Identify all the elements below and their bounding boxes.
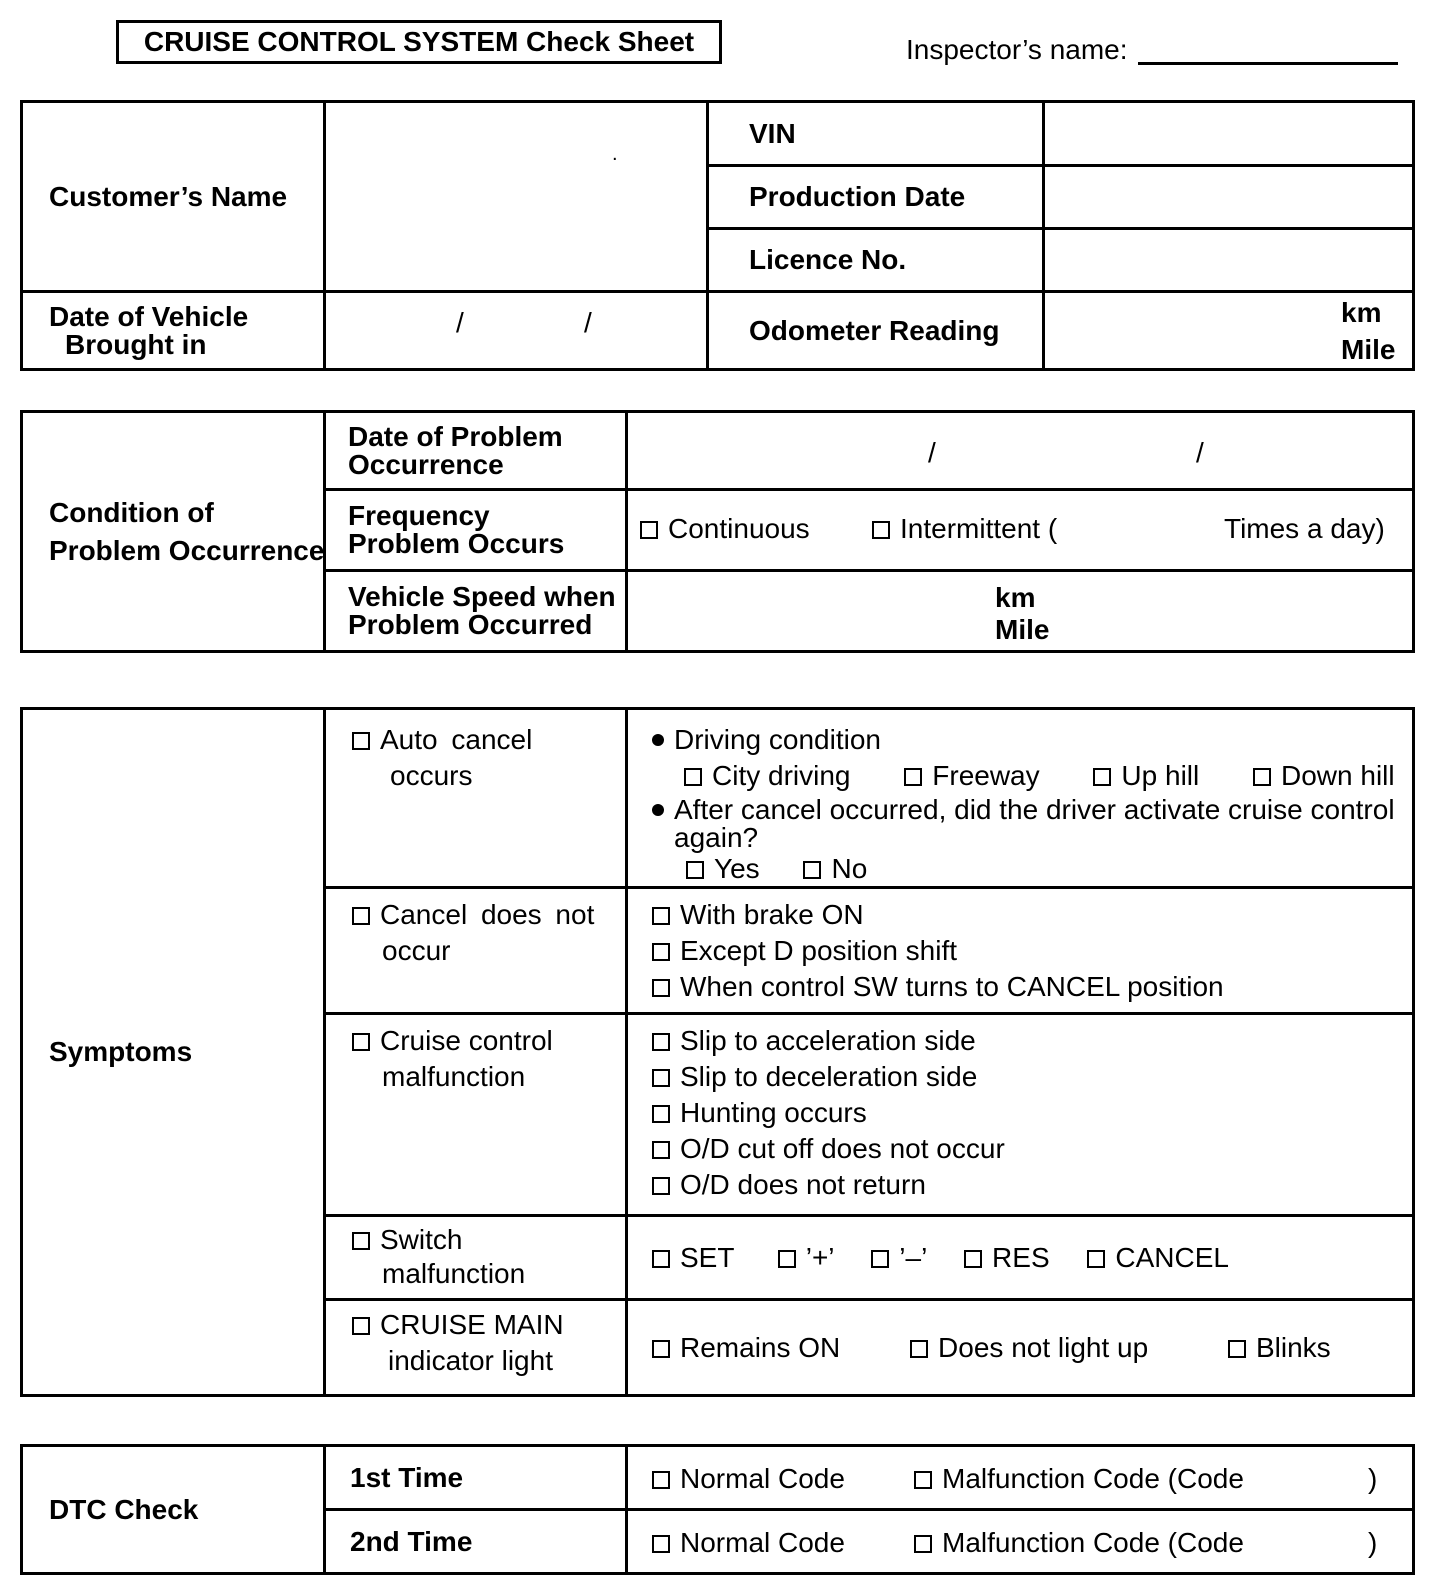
symptom-main-indicator[interactable] xyxy=(325,1300,627,1396)
date-slash-1: / xyxy=(456,307,464,338)
checkbox-icon[interactable] xyxy=(964,1250,982,1268)
cc-malfunction-label-line2: malfunction xyxy=(382,1061,526,1092)
switch-label-line2: malfunction xyxy=(382,1258,526,1289)
bullet-icon xyxy=(652,734,664,746)
speed-field[interactable] xyxy=(627,571,1414,652)
checkbox-icon[interactable] xyxy=(652,1105,670,1123)
odometer-unit-mile: Mile xyxy=(1341,334,1396,365)
problem-date-label-line2: Occurrence xyxy=(348,448,504,480)
switch-options xyxy=(627,1216,1414,1300)
option-res[interactable]: RES xyxy=(964,1242,1050,1273)
auto-cancel-label-line2: occurs xyxy=(390,760,473,791)
odometer-field[interactable] xyxy=(1044,292,1414,370)
dtc-first-options xyxy=(627,1446,1414,1510)
checkbox-icon[interactable] xyxy=(778,1250,796,1268)
date-brought-label xyxy=(22,292,325,370)
option-down-hill[interactable]: Down hill xyxy=(1253,760,1395,791)
stray-dot: . xyxy=(612,143,618,165)
second-code-close: ) xyxy=(1368,1527,1378,1558)
date-brought-label-line1: Date of Vehicle xyxy=(49,300,249,332)
date-brought-field[interactable] xyxy=(325,292,708,370)
switch-label: Switch xyxy=(380,1224,463,1255)
checkbox-icon[interactable] xyxy=(914,1471,932,1489)
checkbox-icon[interactable] xyxy=(914,1535,932,1553)
vin-label: VIN xyxy=(708,102,1044,166)
speed-label-line2: Problem Occurred xyxy=(348,609,593,640)
production-date-field[interactable] xyxy=(1044,166,1414,229)
checkbox-icon[interactable] xyxy=(352,907,370,925)
option-cancel[interactable]: CANCEL xyxy=(1087,1242,1229,1273)
auto-cancel-label: Auto cancel xyxy=(380,724,533,755)
checkbox-icon[interactable] xyxy=(352,1317,370,1335)
option-freeway[interactable]: Freeway xyxy=(904,760,1039,791)
dtc-label: DTC Check xyxy=(22,1446,325,1574)
main-indicator-label: CRUISE MAIN xyxy=(380,1309,564,1340)
yes-no-options xyxy=(652,852,1412,886)
problem-date-label-line1: Date of Problem xyxy=(348,420,563,452)
frequency-label-line2: Problem Occurs xyxy=(348,528,565,559)
production-date-label: Production Date xyxy=(708,166,1044,229)
vehicle-info-table xyxy=(20,100,1415,371)
option-od-return[interactable]: O/D does not return xyxy=(652,1167,1412,1203)
symptom-switch-malfunction[interactable] xyxy=(325,1216,627,1300)
main-indicator-label-line2: indicator light xyxy=(388,1345,553,1376)
symptom-cancel-not-occur[interactable] xyxy=(325,888,627,1014)
checkbox-icon[interactable] xyxy=(904,768,922,786)
cc-malfunction-details xyxy=(627,1014,1414,1216)
condition-table xyxy=(20,410,1415,653)
symptom-cc-malfunction[interactable] xyxy=(325,1014,627,1216)
customer-name-field[interactable] xyxy=(325,102,708,292)
checkbox-icon[interactable] xyxy=(652,907,670,925)
checkbox-icon[interactable] xyxy=(652,943,670,961)
checkbox-icon[interactable] xyxy=(652,1033,670,1051)
option-yes[interactable]: Yes xyxy=(686,853,760,884)
option-hunting[interactable]: Hunting occurs xyxy=(652,1095,1412,1131)
problem-date-label xyxy=(325,412,627,490)
symptoms-table xyxy=(20,707,1415,1397)
symptom-auto-cancel[interactable] xyxy=(325,709,627,888)
speed-label xyxy=(325,571,627,652)
cc-malfunction-label: Cruise control xyxy=(380,1025,553,1056)
checkbox-icon[interactable] xyxy=(1228,1340,1246,1358)
licence-label: Licence No. xyxy=(708,229,1044,292)
checkbox-icon[interactable] xyxy=(910,1340,928,1358)
checkbox-icon[interactable] xyxy=(1087,1250,1105,1268)
customer-name-label: Customer’s Name xyxy=(22,102,325,292)
first-code-close: ) xyxy=(1368,1463,1378,1494)
dtc-first-label: 1st Time xyxy=(325,1446,627,1510)
option-up-hill[interactable]: Up hill xyxy=(1093,760,1199,791)
symptoms-label: Symptoms xyxy=(22,709,325,1396)
option-od-cut[interactable]: O/D cut off does not occur xyxy=(652,1131,1412,1167)
problem-date-slash-1: / xyxy=(928,437,936,468)
checkbox-icon[interactable] xyxy=(352,732,370,750)
checkbox-icon[interactable] xyxy=(352,1232,370,1250)
speed-unit-km: km xyxy=(995,582,1036,613)
option-slip-dec[interactable]: Slip to deceleration side xyxy=(652,1059,1412,1095)
option-except-d[interactable]: Except D position shift xyxy=(652,933,1412,969)
option-plus[interactable]: ’+’ xyxy=(778,1242,834,1273)
option-slip-acc[interactable]: Slip to acceleration side xyxy=(652,1023,1412,1059)
checkbox-icon[interactable] xyxy=(1093,768,1111,786)
option-second-malfunction[interactable]: Malfunction Code (Code xyxy=(914,1527,1244,1559)
option-control-sw[interactable]: When control SW turns to CANCEL position xyxy=(652,969,1412,1005)
option-blinks[interactable]: Blinks xyxy=(1228,1332,1331,1363)
bullet-icon xyxy=(652,804,664,816)
option-not-light-up[interactable]: Does not light up xyxy=(910,1332,1148,1363)
times-a-day-label: Times a day) xyxy=(1224,513,1385,544)
checkbox-icon[interactable] xyxy=(652,1177,670,1195)
checkbox-icon[interactable] xyxy=(352,1033,370,1051)
inspector-name-line[interactable] xyxy=(1138,62,1398,65)
option-city-driving[interactable]: City driving xyxy=(684,760,850,791)
speed-unit-mile: Mile xyxy=(995,614,1050,645)
vin-field[interactable] xyxy=(1044,102,1414,166)
checkbox-icon[interactable] xyxy=(872,521,890,539)
checkbox-icon[interactable] xyxy=(684,768,702,786)
inspector-label: Inspector’s name: xyxy=(906,34,1128,65)
dtc-second-label: 2nd Time xyxy=(325,1510,627,1574)
checkbox-icon[interactable] xyxy=(1253,768,1271,786)
checkbox-icon[interactable] xyxy=(652,979,670,997)
checkbox-icon[interactable] xyxy=(652,1535,670,1553)
condition-label xyxy=(22,412,325,652)
dtc-second-options xyxy=(627,1510,1414,1574)
frequency-options xyxy=(627,490,1414,571)
option-set[interactable]: SET xyxy=(652,1242,734,1273)
cancel-not-details xyxy=(627,888,1414,1014)
option-second-normal[interactable]: Normal Code xyxy=(652,1527,845,1559)
option-no[interactable]: No xyxy=(803,853,867,884)
auto-cancel-details xyxy=(627,709,1414,888)
condition-label-line2: Problem Occurrence xyxy=(49,534,325,566)
driving-condition-options xyxy=(652,758,1412,794)
driving-condition-heading: Driving condition xyxy=(652,722,1412,758)
option-remains-on[interactable]: Remains ON xyxy=(652,1332,840,1363)
checkbox-icon[interactable] xyxy=(652,1340,670,1358)
cancel-not-label-line2: occur xyxy=(382,935,451,966)
speed-label-line1: Vehicle Speed when xyxy=(348,581,616,612)
licence-field[interactable] xyxy=(1044,229,1414,292)
checkbox-icon[interactable] xyxy=(652,1141,670,1159)
frequency-label xyxy=(325,490,627,571)
checkbox-icon[interactable] xyxy=(652,1069,670,1087)
checkbox-icon[interactable] xyxy=(640,521,658,539)
checkbox-icon[interactable] xyxy=(686,861,704,879)
after-cancel-question-line2: again? xyxy=(674,822,759,853)
after-cancel-question: After cancel occurred, did the driver activate cruise control xyxy=(652,796,1412,824)
option-first-normal[interactable]: Normal Code xyxy=(652,1463,845,1495)
option-continuous[interactable]: Continuous xyxy=(640,513,810,545)
frequency-label-line1: Frequency xyxy=(348,500,490,531)
checkbox-icon[interactable] xyxy=(652,1471,670,1489)
dtc-table xyxy=(20,1444,1415,1575)
option-minus[interactable]: ’–’ xyxy=(871,1242,926,1273)
condition-label-line1: Condition of xyxy=(49,496,214,528)
option-first-malfunction[interactable]: Malfunction Code (Code xyxy=(914,1463,1244,1495)
date-brought-label-line2: Brought in xyxy=(65,328,207,360)
option-intermittent[interactable]: Intermittent ( xyxy=(872,513,1057,545)
odometer-unit-km: km xyxy=(1341,297,1382,328)
checkbox-icon[interactable] xyxy=(652,1250,670,1268)
checkbox-icon[interactable] xyxy=(871,1250,889,1268)
cancel-not-label: Cancel does not xyxy=(380,899,595,930)
main-indicator-options xyxy=(627,1300,1414,1396)
problem-date-field[interactable] xyxy=(627,412,1414,490)
odometer-label: Odometer Reading xyxy=(708,292,1044,370)
option-brake-on[interactable]: With brake ON xyxy=(652,897,1412,933)
date-slash-2: / xyxy=(584,307,592,338)
problem-date-slash-2: / xyxy=(1196,437,1204,468)
sheet-title: CRUISE CONTROL SYSTEM Check Sheet xyxy=(116,20,722,64)
checkbox-icon[interactable] xyxy=(803,861,821,879)
